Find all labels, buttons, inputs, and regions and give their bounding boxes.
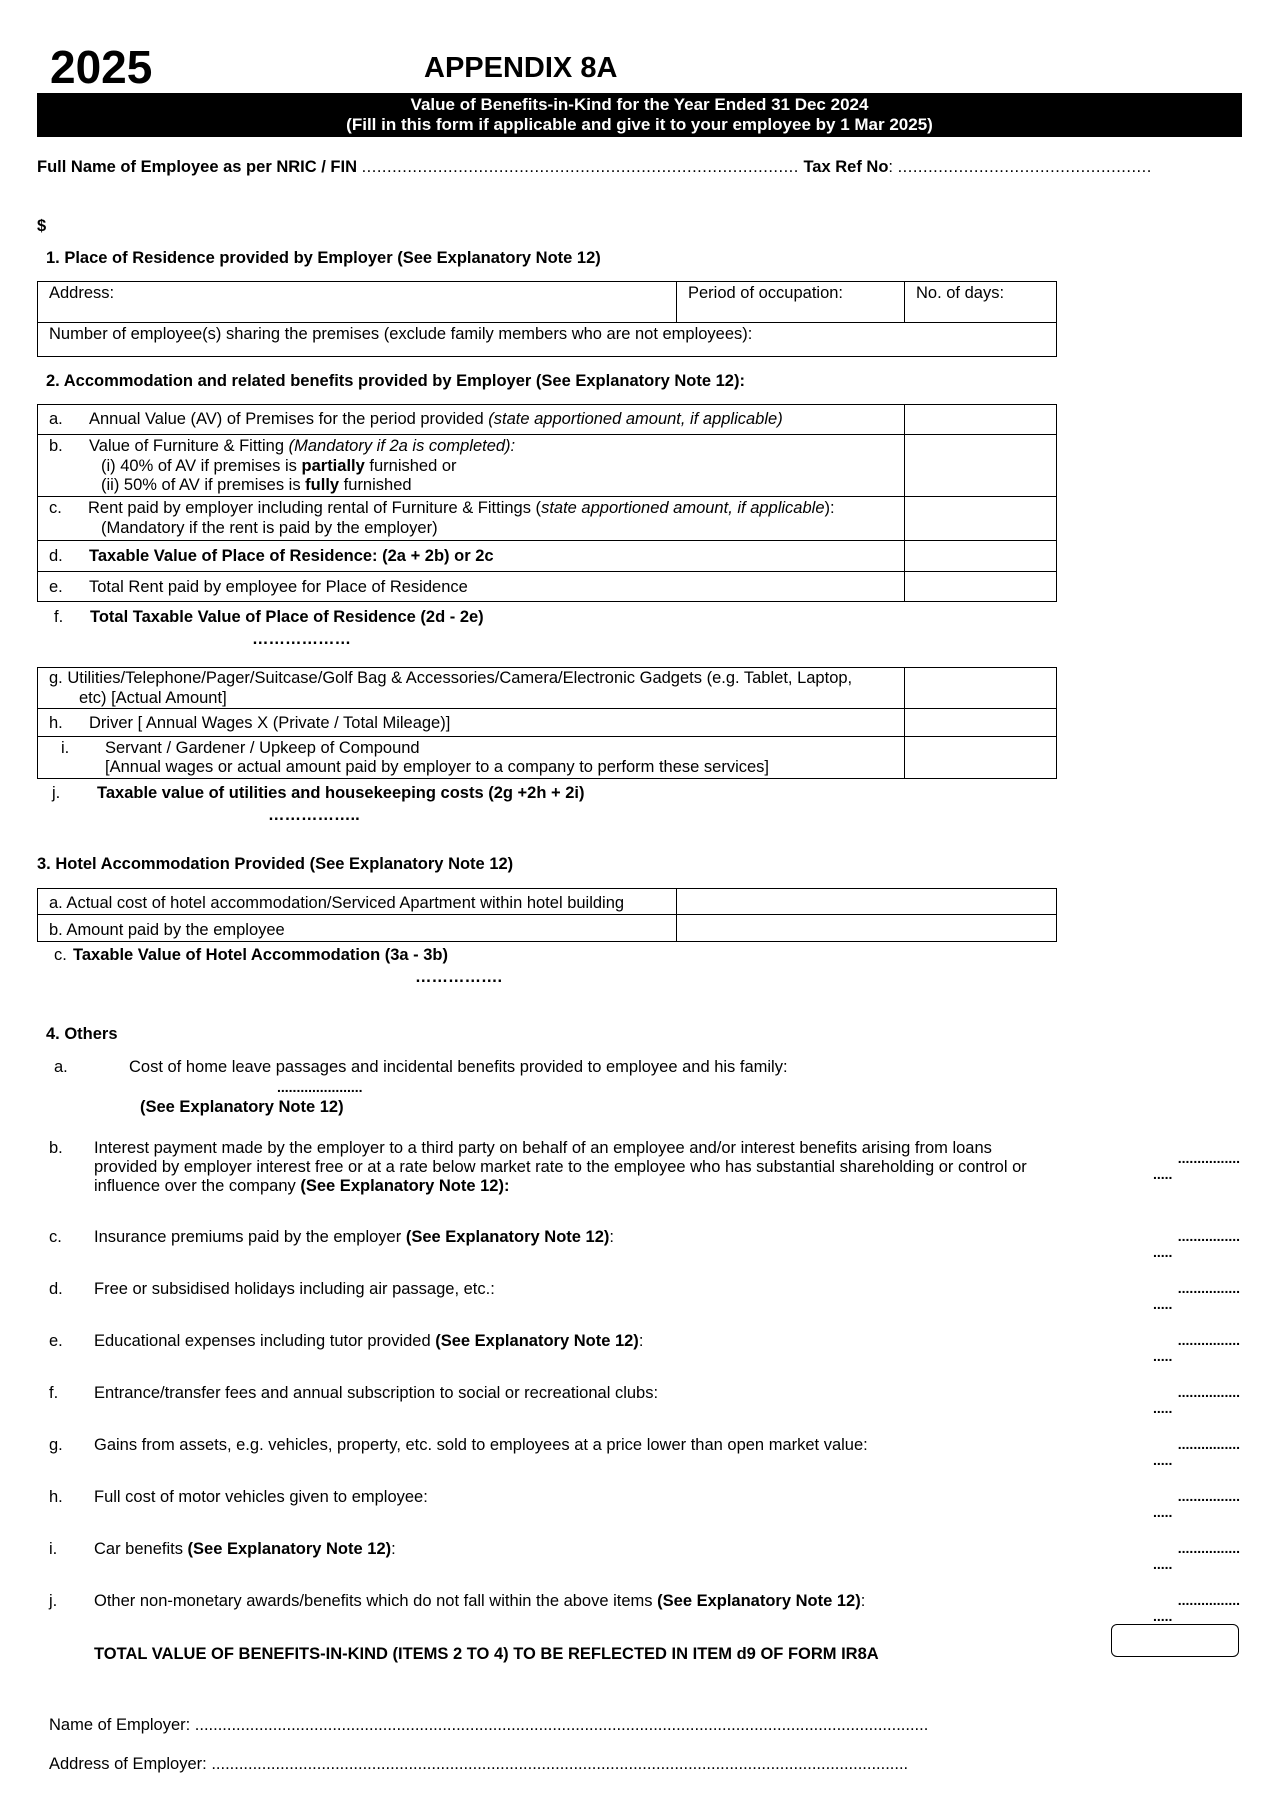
employee-name-field[interactable]: ...................................................................................... [361,158,799,176]
row-4d-amount[interactable] [1150,1280,1240,1312]
row-4j-label [94,1592,865,1611]
dots: ..... [1153,1608,1173,1624]
row-2h-letter: h. [49,714,63,732]
row-2i-amount[interactable] [906,738,1056,778]
row-2d-letter: d. [49,547,63,565]
address-field[interactable]: Address: [49,284,115,302]
period-of-occupation-field[interactable]: Period of occupation: [688,284,844,302]
employer-name-field[interactable]: Name of Employer: ................................................................................................................................................................ [49,1716,929,1734]
row-4j-letter: j. [49,1592,58,1610]
row-4e-amount[interactable] [1150,1332,1240,1364]
dots: ................ [1177,1280,1240,1296]
divider [676,281,677,323]
banner-line-2: (Fill in this form if applicable and give it to your employee by 1 Mar 2025) [346,115,933,134]
row-4b-letter: b. [49,1139,63,1157]
total-benefits-amount[interactable] [1111,1624,1239,1657]
dots: ..... [1153,1452,1173,1468]
row-2j-amount[interactable]: …………….. [268,806,360,824]
row-4g-amount[interactable] [1150,1436,1240,1468]
dots: ................ [1177,1436,1240,1452]
row-2c-label [88,499,835,518]
row-4e-letter: e. [49,1332,63,1350]
row-2i-letter: i. [61,739,70,757]
row-2c-note: state apportioned amount, if applicable [541,499,825,517]
row-2b-line-2-bold: fully [305,476,340,494]
row-4i-letter: i. [49,1540,58,1558]
divider [37,736,1057,737]
row-4j-amount[interactable] [1150,1592,1240,1624]
row-4j-note: (See Explanatory Note 12) [657,1592,861,1610]
row-2b-line-1-bold: partially [301,457,365,475]
row-4c-amount[interactable] [1150,1228,1240,1260]
row-4b-line-3 [94,1177,509,1196]
row-4i-label [94,1540,396,1559]
dots: ................ [1177,1228,1240,1244]
dots: ..... [1153,1400,1173,1416]
row-2a-letter: a. [49,410,63,428]
tax-ref-label: Tax Ref No [803,158,889,176]
dots: ..... [1153,1556,1173,1572]
form-year: 2025 [50,41,153,93]
divider [37,540,1057,541]
row-4j-text: Other non-monetary awards/benefits which do not fall within the above items [94,1592,658,1610]
banner-line-1: Value of Benefits-in-Kind for the Year Ended 31 Dec 2024 [410,95,869,114]
row-2a-note: (state apportioned amount, if applicable) [488,410,783,428]
row-4b-amount[interactable] [1150,1150,1240,1182]
row-2f-label: Total Taxable Value of Place of Residence (2d - 2e) [90,608,484,626]
row-2c-line-2: (Mandatory if the rent is paid by the employer) [101,519,438,537]
dots: ................ [1177,1150,1240,1166]
row-4d-label: Free or subsidised holidays including air passage, etc.: [94,1280,495,1298]
row-4b-line-3-text: influence over the company [94,1177,301,1195]
section-4-title: 4. Others [46,1025,118,1043]
row-2c-letter: c. [49,499,62,517]
row-4c-letter: c. [49,1228,62,1246]
dots: ................ [1177,1592,1240,1608]
row-4a-label: Cost of home leave passages and incidental benefits provided to employee and his family: [129,1058,788,1076]
number-of-days-field[interactable]: No. of days: [916,284,1005,302]
row-2g-label-line-2: etc) [Actual Amount] [79,689,227,707]
row-2b-line-2-end: furnished [339,476,412,494]
row-2a-text: Annual Value (AV) of Premises for the period provided [89,410,489,428]
row-2b-letter: b. [49,437,63,455]
row-4a-note: (See Explanatory Note 12) [140,1098,344,1116]
row-4g-label: Gains from assets, e.g. vehicles, property, etc. sold to employees at a price lower than open market value: [94,1436,868,1454]
dots: ................ [1177,1488,1240,1504]
row-3b-label: b. Amount paid by the employee [49,921,285,939]
section-1-title: 1. Place of Residence provided by Employer (See Explanatory Note 12) [46,249,601,267]
dots: ..... [1153,1504,1173,1520]
divider [676,888,677,942]
row-2b-label [89,437,515,456]
row-4i-amount[interactable] [1150,1540,1240,1572]
row-4h-label: Full cost of motor vehicles given to employee: [94,1488,428,1506]
employer-address-field[interactable]: Address of Employer: ........................................................................................................................................................ [49,1755,909,1773]
form-title: APPENDIX 8A [424,52,618,84]
dots: ..... [1153,1348,1173,1364]
row-2b-amount[interactable] [906,436,1056,495]
divider [37,914,1057,915]
row-2i-label: Servant / Gardener / Upkeep of Compound [105,739,420,757]
row-2d-amount[interactable] [906,542,1056,570]
row-2b-note: (Mandatory if 2a is completed): [288,437,516,455]
row-2b-text: Value of Furniture & Fitting [89,437,289,455]
row-4d-letter: d. [49,1280,63,1298]
row-2h-label: Driver [ Annual Wages X (Private / Total Mileage)] [89,714,451,732]
section-3-title: 3. Hotel Accommodation Provided (See Explanatory Note 12) [37,855,514,873]
row-3c-amount[interactable]: ……………. [415,968,503,986]
row-2b-line-2-text: (ii) 50% of AV if premises is [101,476,306,494]
row-2j-label: Taxable value of utilities and housekeeping costs (2g +2h + 2i) [97,784,585,802]
row-2b-line-1-end: furnished or [364,457,457,475]
row-2b-line-1 [101,457,457,476]
divider [904,281,905,323]
total-benefits-label: TOTAL VALUE OF BENEFITS-IN-KIND (ITEMS 2 TO 4) TO BE REFLECTED IN ITEM d9 OF FORM IR8A [94,1645,879,1663]
row-2b-line-1-text: (i) 40% of AV if premises is [101,457,302,475]
row-2c-end: ): [824,499,835,517]
row-2d-label: Taxable Value of Place of Residence: (2a + 2b) or 2c [89,547,494,565]
employee-name-row [37,158,1152,177]
employees-sharing-field[interactable]: Number of employee(s) sharing the premises (exclude family members who are not employees): [49,325,753,343]
dots: ................ [1177,1540,1240,1556]
row-4b-note: (See Explanatory Note 12): [300,1177,510,1195]
row-4c-label [94,1228,614,1247]
row-4a-amount[interactable]: ...................... [277,1079,363,1095]
row-2b-line-2 [101,476,412,495]
row-4a-letter: a. [54,1058,68,1076]
row-2h-amount[interactable] [906,710,1056,735]
row-2e-letter: e. [49,578,63,596]
row-2a-label [89,410,783,429]
row-2a-amount[interactable] [906,406,1056,433]
row-2e-amount[interactable] [906,573,1056,601]
row-4f-amount[interactable] [1150,1384,1240,1416]
row-2f-amount[interactable]: ……………… [252,630,351,648]
row-3a-label: a. Actual cost of hotel accommodation/Serviced Apartment within hotel building [49,894,625,912]
row-3c-letter: c. [54,946,67,964]
dots: ................ [1177,1384,1240,1400]
row-4e-note: (See Explanatory Note 12) [435,1332,639,1350]
row-4h-letter: h. [49,1488,63,1506]
row-4b-line-1: Interest payment made by the employer to a third party on behalf of an employee and/or interest benefits arising from loans [94,1139,992,1157]
row-4i-note: (See Explanatory Note 12) [187,1540,392,1558]
row-2e-label: Total Rent paid by employee for Place of Residence [89,578,468,596]
row-2g-amount[interactable] [906,669,1056,707]
divider [37,496,1057,497]
row-4e-text: Educational expenses including tutor provided [94,1332,436,1350]
dots: ..... [1153,1244,1173,1260]
row-2j-letter: j. [52,784,61,802]
row-4i-text: Car benefits [94,1540,188,1558]
row-4e-label [94,1332,643,1351]
divider [904,667,905,779]
row-3a-amount[interactable] [678,890,1056,913]
tax-ref-field[interactable]: .................................................. [897,158,1152,176]
row-2c-text: Rent paid by employer including rental of Furniture & Fittings ( [88,499,542,517]
row-4f-letter: f. [49,1384,59,1402]
row-2f-letter: f. [54,608,64,626]
row-4c-note: (See Explanatory Note 12) [405,1228,610,1246]
divider [37,708,1057,709]
row-2i-label-line-2: [Annual wages or actual amount paid by employer to a company to perform these services] [105,758,770,776]
row-2g-label: g. Utilities/Telephone/Pager/Suitcase/Golf Bag & Accessories/Camera/Electronic Gadgets (e.g. Tablet, Laptop, [49,669,853,687]
divider [37,571,1057,572]
row-4g-letter: g. [49,1436,63,1454]
tax-ref-colon: : [888,158,893,176]
currency-symbol: $ [37,217,47,235]
row-4c-text: Insurance premiums paid by the employer [94,1228,406,1246]
dots: ..... [1153,1166,1173,1182]
row-3c-label: Taxable Value of Hotel Accommodation (3a - 3b) [73,946,448,964]
row-4e-end: : [638,1332,644,1350]
section-2-title: 2. Accommodation and related benefits provided by Employer (See Explanatory Note 12): [46,372,745,390]
title-banner [37,93,1242,137]
row-4b-line-2: provided by employer interest free or at a rate below market rate to the employee who has substantial shareholding or control or [94,1158,1027,1176]
row-4j-end: : [860,1592,866,1610]
divider [37,434,1057,435]
row-4f-label: Entrance/transfer fees and annual subscription to social or recreational clubs: [94,1384,659,1402]
employee-name-label: Full Name of Employee as per NRIC / FIN [37,158,357,176]
row-4c-end: : [609,1228,614,1246]
row-3b-amount[interactable] [678,916,1056,941]
row-4i-end: : [391,1540,396,1558]
dots: ................ [1177,1332,1240,1348]
row-4h-amount[interactable] [1150,1488,1240,1520]
dots: ..... [1153,1296,1173,1312]
row-2c-amount[interactable] [906,498,1056,539]
